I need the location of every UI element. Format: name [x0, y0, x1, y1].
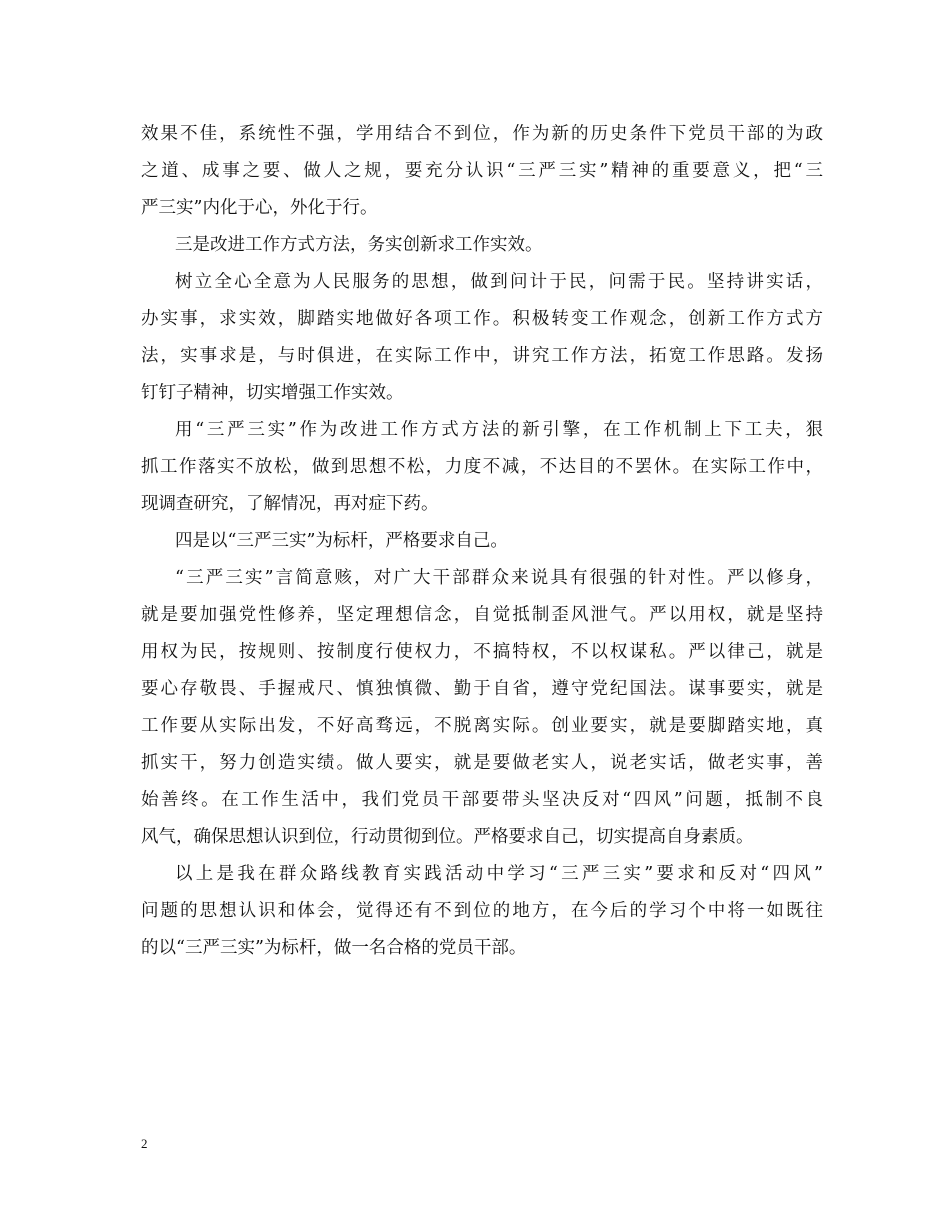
text-line: 三是改进工作方式方法，务实创新求工作实效。: [175, 235, 543, 255]
text-line: 问题的思想认识和体会，觉得还有不到位的地方，在今后的学习个中将一如既往: [141, 901, 823, 921]
text-line: 要心存敬畏、手握戒尺、慎独慎微、勤于自省，遵守党纪国法。谋事要实，就是: [141, 679, 823, 699]
body-text: [141, 116, 823, 967]
text-line: 抓实干，努力创造实绩。做人要实，就是要做老实人，说老实话，做老实事，善: [141, 753, 823, 773]
text-line: 工作要从实际出发，不好高骛远，不脱离实际。创业要实，就是要脚踏实地，真: [141, 716, 823, 736]
text-line: 用权为民，按规则、按制度行使权力，不搞特权，不以权谋私。严以律己，就是: [141, 642, 823, 662]
text-line: 树立全心全意为人民服务的思想，做到问计于民，问需于民。坚持讲实话，: [175, 272, 823, 292]
text-line: “三严三实”言简意赅，对广大干部群众来说具有很强的针对性。严以修身，: [175, 568, 823, 588]
text-line: 风气，确保思想认识到位，行动贯彻到位。严格要求自己，切实提高自身素质。: [141, 827, 754, 847]
text-line: 用“三严三实”作为改进工作方式方法的新引擎，在工作机制上下工夫，狠: [175, 420, 823, 440]
text-line: 抓工作落实不放松，做到思想不松，力度不减，不达目的不罢休。在实际工作中，: [141, 457, 823, 477]
text-line: 之道、成事之要、做人之规，要充分认识“三严三实”精神的重要意义，把“三: [141, 161, 823, 181]
text-line: 办实事，求实效，脚踏实地做好各项工作。积极转变工作观念，创新工作方式方: [141, 309, 823, 329]
text-line: 法，实事求是，与时俱进，在实际工作中，讲究工作方法，拓宽工作思路。发扬: [141, 346, 823, 366]
page-number: 2: [141, 1136, 148, 1151]
text-line: 钉钉子精神，切实增强工作实效。: [141, 383, 404, 403]
text-line: 以上是我在群众路线教育实践活动中学习“三严三实”要求和反对“四风”: [175, 864, 823, 884]
text-line: 四是以“三严三实”为标杆，严格要求自己。: [175, 531, 508, 551]
text-line: 现调查研究，了解情况，再对症下药。: [141, 494, 439, 514]
text-line: 严三实”内化于心，外化于行。: [141, 198, 378, 218]
text-line: 效果不佳，系统性不强，学用结合不到位，作为新的历史条件下党员干部的为政: [141, 124, 823, 144]
text-line: 的以“三严三实”为标杆，做一名合格的党员干部。: [141, 938, 527, 958]
text-line: 始善终。在工作生活中，我们党员干部要带头坚决反对“四风”问题，抵制不良: [141, 790, 823, 810]
text-line: 就是要加强党性修养，坚定理想信念，自觉抵制歪风泄气。严以用权，就是坚持: [141, 605, 823, 625]
